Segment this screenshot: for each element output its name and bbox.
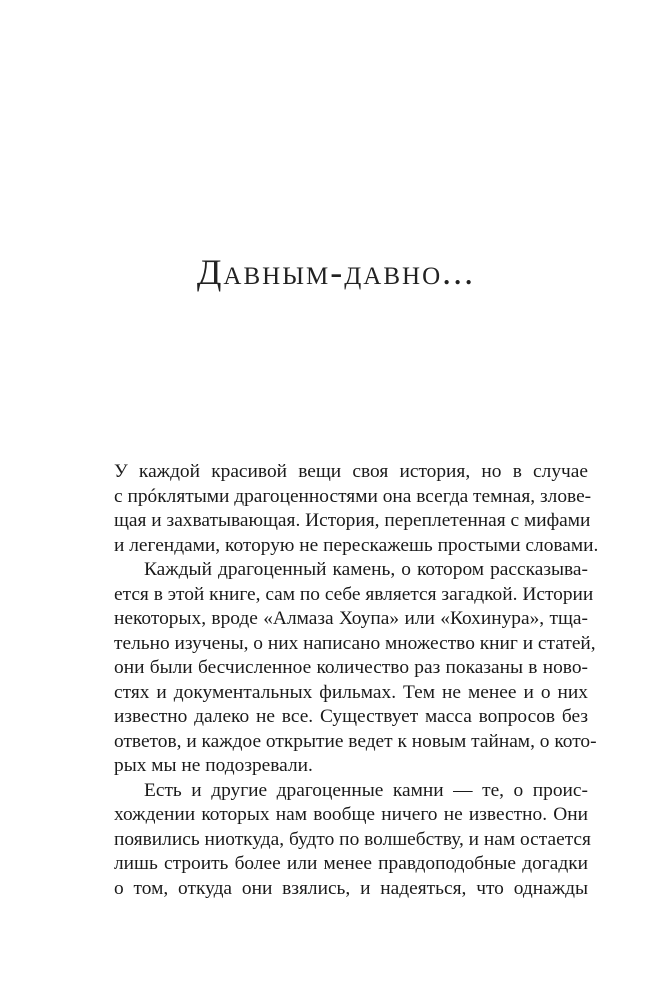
text-line: появились ниоткуда, будто по волшебству, и нам остается <box>114 828 591 850</box>
text-line: щая и захватывающая. История, переплетенная с мифами <box>114 510 591 531</box>
paragraph-2 <box>114 558 597 779</box>
text-line: ответов, и каждое открытие ведет к новым тайнам, о кото- <box>114 730 597 752</box>
text-line: рых мы не подозревали. <box>114 755 313 776</box>
paragraph-1 <box>114 460 599 558</box>
text-line: ется в этой книге, сам по себе является загадкой. Истории <box>114 583 594 605</box>
text-line: хождении которых нам вообще ничего не известно. Они <box>114 804 588 825</box>
text-line: У каждой красивой вещи своя история, но в случае <box>114 461 588 482</box>
text-line: известно далеко не все. Существует масса вопросов без <box>114 706 588 727</box>
paragraph-3 <box>114 779 591 902</box>
text-line: они были бесчисленное количество раз показаны в ново- <box>114 657 588 678</box>
text-line: Каждый драгоценный камень, о котором рассказыва- <box>144 559 588 580</box>
text-line: некоторых, вроде «Алмаза Хоупа» или «Кохинура», тща- <box>114 608 588 629</box>
body-text <box>114 460 599 901</box>
chapter-title: Давным-давно... <box>196 252 476 292</box>
text-line: стях и документальных фильмах. Тем не менее и о них <box>114 681 588 703</box>
text-line: и легендами, которую не перескажешь простыми словами. <box>114 534 599 556</box>
text-line: тельно изучены, о них написано множество книг и статей, <box>114 632 596 654</box>
text-line: о том, откуда они взялись, и надеяться, что однажды <box>114 877 588 899</box>
text-line: лишь строить более или менее правдоподобные догадки <box>114 853 588 874</box>
text-line: Есть и другие драгоценные камни — те, о проис- <box>144 779 588 801</box>
text-line: с прóклятыми драгоценностями она всегда темная, злове- <box>114 485 592 507</box>
